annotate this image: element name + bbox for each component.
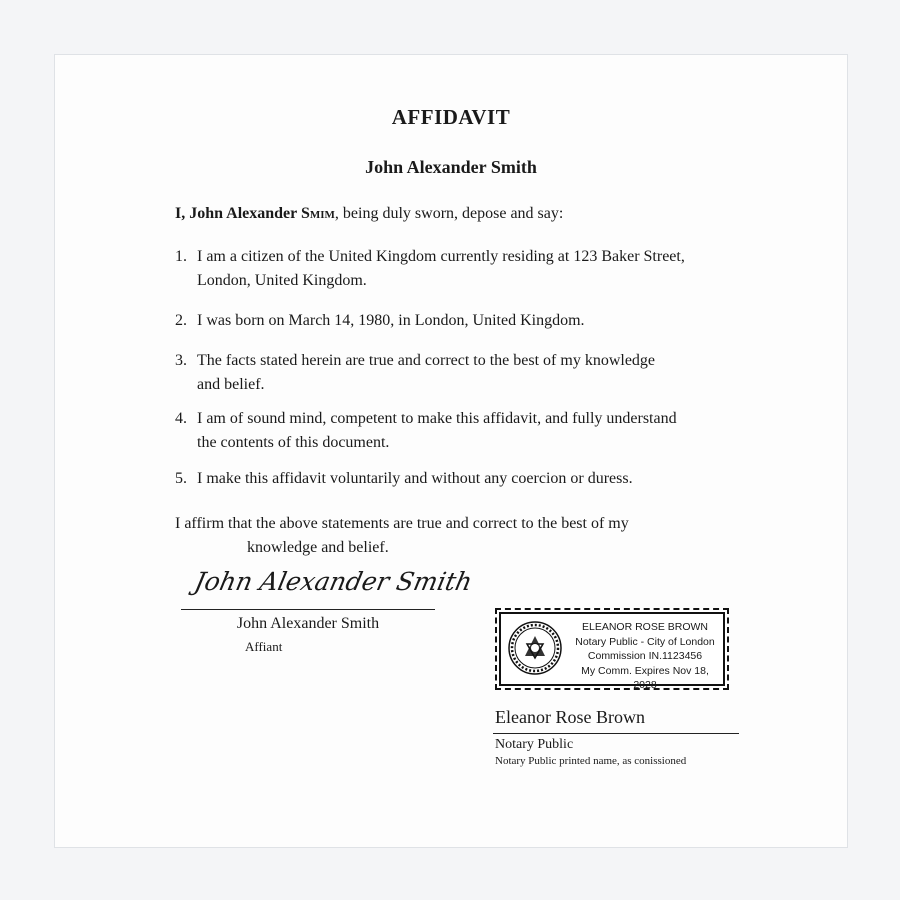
item-text: I was born on March 14, 1980, in London, United Kingdom.	[197, 312, 585, 329]
item-number: 1.	[175, 248, 187, 265]
affirmation	[175, 512, 735, 560]
list-item	[175, 349, 755, 397]
list-item	[175, 407, 755, 455]
affidavit-page	[54, 54, 848, 848]
affirm-line-2: knowledge and belief.	[247, 539, 389, 556]
notary-signature-line	[493, 733, 739, 734]
item-text: I make this affidavit voluntarily and without any coercion or duress.	[197, 470, 633, 487]
notary-seal-icon	[507, 620, 563, 676]
intro-rest: , being duly sworn, depose and say:	[334, 205, 564, 222]
item-number: 4.	[175, 410, 187, 427]
item-text-cont: the contents of this document.	[197, 434, 390, 451]
stamp-name: ELEANOR ROSE BROWN	[581, 621, 709, 633]
intro-name: John Alexander	[189, 205, 301, 222]
intro-name-surname: Smim	[300, 205, 335, 222]
item-number: 3.	[175, 352, 187, 369]
notary-name: Eleanor Rose Brown	[495, 707, 645, 727]
intro-prefix: I,	[175, 205, 190, 222]
affirm-line-1: I affirm that the above statements are true and correct to the best of my	[175, 515, 629, 532]
item-text-cont: and belief.	[197, 376, 265, 393]
stamp-commission: Commission IN.1123456	[587, 650, 703, 662]
notary-stamp	[495, 608, 729, 690]
notary-caption: Notary Public printed name, as conissioned	[495, 755, 687, 767]
intro-statement	[175, 205, 563, 223]
item-text: I am of sound mind, competent to make this affidavit, and fully understand	[197, 410, 677, 427]
stamp-expiry: My Comm. Expires Nov 18, 2028	[581, 664, 709, 691]
item-number: 2.	[175, 312, 187, 329]
item-text-cont: London, United Kingdom.	[197, 272, 367, 289]
list-item	[175, 467, 755, 491]
signature-line	[181, 609, 435, 610]
stamp-title: Notary Public - City of London	[575, 635, 715, 648]
affiant-signature: John Alexander Smith	[191, 567, 475, 596]
item-text: I am a citizen of the United Kingdom currently residing at 123 Baker Street,	[197, 248, 685, 265]
notary-label: Notary Public	[495, 737, 574, 752]
affiant-label: Affiant	[245, 639, 283, 654]
affiant-heading: John Alexander Smith	[365, 157, 537, 177]
list-item	[175, 245, 755, 293]
list-item	[175, 309, 755, 333]
item-number: 5.	[175, 470, 187, 487]
document-title: AFFIDAVIT	[391, 105, 511, 129]
affiant-name: John Alexander Smith	[236, 615, 380, 632]
item-text: The facts stated herein are true and correct to the best of my knowledge	[197, 352, 656, 369]
stamp-text	[569, 620, 721, 693]
